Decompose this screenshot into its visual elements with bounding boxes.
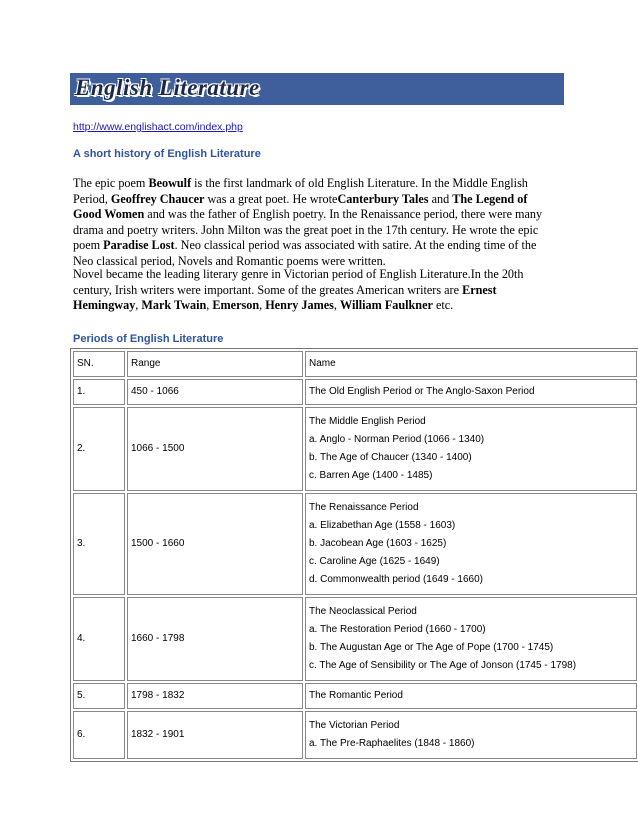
sub-period: b. The Age of Chaucer (1340 - 1400) — [309, 452, 472, 463]
sub-period: a. The Pre-Raphaelites (1848 - 1860) — [309, 738, 475, 749]
sub-period: a. The Restoration Period (1660 - 1700) — [309, 624, 486, 635]
source-link[interactable]: http://www.englishact.com/index.php — [73, 121, 243, 133]
title-banner — [70, 73, 564, 105]
section-heading-history: A short history of English Literature — [73, 148, 261, 160]
sub-period: b. Jacobean Age (1603 - 1625) — [309, 538, 447, 549]
column-header-sn: SN. — [73, 351, 125, 377]
cell-name — [305, 379, 637, 405]
cell-range: 1660 - 1798 — [127, 597, 303, 681]
periods-table — [70, 348, 638, 762]
history-paragraph: The epic poem Beowulf is the first landmark of old English Literature. In the Middle English Period, Geoffrey Chaucer was a great poet. He wroteCanterbury Tales and The Legend of Good Women and was the father of English poetry. In the Renaissance period, there were many drama and poetry writers. John Milton was the great poet in the 17th century. He wrote the epic poem Paradise Lost. Neo classical period was associated with satire. At the ending time of the Neo classical period, Novels and Romantic poems were written. — [73, 176, 543, 268]
sub-period: a. Elizabethan Age (1558 - 1603) — [309, 520, 456, 531]
sub-period: c. The Age of Sensibility or The Age of Jonson (1745 - 1798) — [309, 660, 577, 671]
cell-range: 450 - 1066 — [127, 379, 303, 405]
cell-sn: 5. — [73, 683, 125, 709]
period-title: The Middle English Period — [309, 416, 426, 427]
cell-sn: 4. — [73, 597, 125, 681]
table-row — [73, 597, 637, 681]
cell-sn: 2. — [73, 407, 125, 491]
sub-period: c. Caroline Age (1625 - 1649) — [309, 556, 440, 567]
sub-period: b. The Augustan Age or The Age of Pope (1700 - 1745) — [309, 642, 554, 653]
cell-name — [305, 683, 637, 709]
table-row — [73, 683, 637, 709]
period-title: The Old English Period or The Anglo-Saxon Period — [309, 386, 535, 397]
column-header-name: Name — [305, 351, 637, 377]
sub-period: d. Commonwealth period (1649 - 1660) — [309, 574, 483, 585]
cell-name — [305, 711, 637, 759]
cell-sn: 6. — [73, 711, 125, 759]
table-row — [73, 711, 637, 759]
cell-sn: 1. — [73, 379, 125, 405]
cell-name — [305, 407, 637, 491]
period-title: The Romantic Period — [309, 690, 403, 701]
period-title: The Renaissance Period — [309, 502, 419, 513]
sub-period: c. Barren Age (1400 - 1485) — [309, 470, 433, 481]
table-header-row — [73, 351, 637, 377]
cell-sn: 3. — [73, 493, 125, 595]
cell-range: 1798 - 1832 — [127, 683, 303, 709]
cell-range: 1066 - 1500 — [127, 407, 303, 491]
column-header-range: Range — [127, 351, 303, 377]
cell-name — [305, 493, 637, 595]
table-row — [73, 493, 637, 595]
period-title: The Victorian Period — [309, 720, 400, 731]
cell-range: 1832 - 1901 — [127, 711, 303, 759]
sub-period: a. Anglo - Norman Period (1066 - 1340) — [309, 434, 485, 445]
table-row — [73, 379, 637, 405]
period-title: The Neoclassical Period — [309, 606, 417, 617]
cell-name — [305, 597, 637, 681]
section-heading-periods: Periods of English Literature — [73, 333, 224, 345]
cell-range: 1500 - 1660 — [127, 493, 303, 595]
table-row — [73, 407, 637, 491]
modern-paragraph: Novel became the leading literary genre in Victorian period of English Literature.In the 20th century, Irish writers were important. Some of the greates American writers are Ernest Hemingway, Mark Twain, Emerson, Henry James, William Faulkner etc. — [73, 267, 524, 312]
page-title: English Literature — [75, 75, 260, 100]
